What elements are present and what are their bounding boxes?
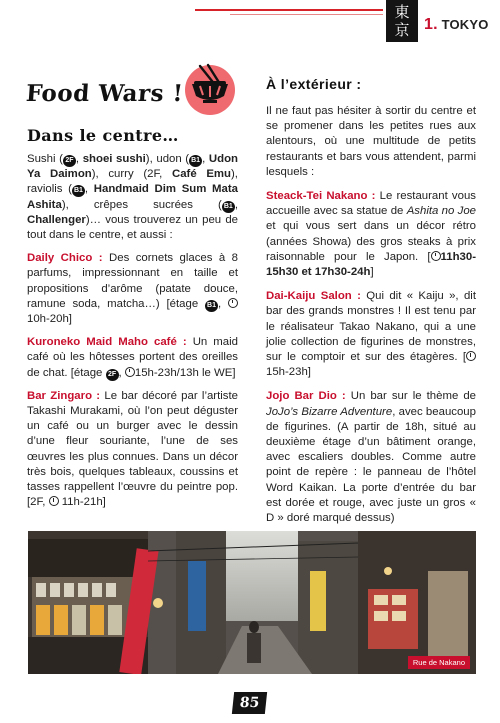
- section-name: TOKYO: [441, 17, 489, 32]
- text-run: ,: [75, 153, 83, 165]
- clock-icon: [228, 298, 238, 308]
- floor-badge: B1: [205, 300, 218, 312]
- venue-entry: [266, 189, 476, 280]
- venue-entry: [266, 389, 476, 526]
- text-run: 15h-23h/13h le WE]: [134, 366, 236, 379]
- kanji-bottom: 京: [394, 21, 410, 39]
- left-intro: [27, 152, 238, 243]
- header-rule-thin: [230, 14, 383, 15]
- floor-badge: B1: [222, 201, 235, 213]
- text-run: ,: [84, 183, 94, 196]
- clock-icon: [466, 351, 476, 361]
- photo-caption: Rue de Nakano: [408, 656, 470, 669]
- section-number: 1.: [424, 16, 438, 33]
- floor-badge: B1: [189, 155, 202, 167]
- venue-entry: [27, 389, 238, 511]
- clock-icon: [125, 367, 135, 377]
- street-photo: [28, 531, 476, 674]
- noodle-bowl-icon: [186, 62, 234, 110]
- italic-run: JoJo’s Bizarre Adventure: [266, 405, 393, 418]
- bold-run: Challenger: [27, 213, 86, 226]
- venue-name: Jojo Bar Dio :: [266, 390, 346, 403]
- clock-icon: [431, 251, 441, 261]
- text-run: Qui dit « Kaiju », dit bar des grands monstres ! Il est tenu par le réalisateur Takao Nakano, qui a une jolie collection de figurines de monstres, sur le comptoir et sur des étagères. [: [266, 290, 476, 364]
- text-run: Un maid café où les hôtesses portent des oreilles de chat. [étage: [27, 336, 238, 379]
- venue-name: Kuroneko Maid Maho café :: [27, 336, 187, 349]
- text-run: , avec beaucoup de figurines. (A partir de 18h, situé au deuxième étage d’un bâtiment orange, avec escaliers doubles. Comme autre point de repère : le panneau de l’hôtel Word Kaikan. La porte d’entrée du bar est dorée et rouge, avec juste un gros « D » doré marqué dessus): [266, 405, 476, 525]
- italic-run: Ashita no Joe: [406, 205, 477, 218]
- left-column: [27, 126, 238, 510]
- bold-run: Café Emu: [171, 168, 231, 181]
- text-run: ,: [218, 297, 228, 310]
- bold-run: Handmaid Dim Sum Mata Ashita: [27, 183, 238, 211]
- bold-run: 11h30-15h30 et 17h30-24h: [266, 250, 476, 279]
- text-run: ,: [234, 198, 238, 211]
- right-intro: Il ne faut pas hésiter à sortir du centre et se promener dans les petites rues aux alentours, où une multitude de petits restaurants et bars vous attendent, parmi lesquels :: [266, 105, 476, 178]
- floor-badge: B1: [72, 185, 85, 197]
- text-run: 11h-21h]: [58, 496, 106, 509]
- header-rule: [195, 9, 383, 11]
- floor-badge: 2F: [106, 369, 119, 381]
- text-run: 15h-23h]: [266, 366, 311, 379]
- kanji-tab: [386, 0, 418, 42]
- street-photo-illustration: [28, 531, 476, 674]
- text-run: ), udon (: [145, 153, 190, 165]
- venue-name: Dai-Kaiju Salon :: [266, 290, 361, 303]
- text-run: ), curry (2F,: [91, 168, 172, 181]
- page-title: Food Wars !: [25, 80, 185, 107]
- venue-name: Steack-Tei Nakano :: [266, 190, 376, 203]
- text-run: Le restaurant vous accueille avec sa statue de: [266, 190, 476, 218]
- text-run: ,: [202, 153, 209, 165]
- bold-run: Udon Ya Daimon: [27, 153, 238, 181]
- bold-run: shoei sushi: [82, 153, 146, 165]
- venue-name: Daily Chico :: [27, 252, 103, 265]
- clock-icon: [49, 496, 59, 506]
- page-number: 85: [232, 692, 267, 714]
- right-entries: [266, 189, 476, 526]
- floor-badge: 2F: [63, 155, 76, 167]
- text-run: ), crêpes sucrées (: [61, 198, 222, 211]
- section-label: [424, 16, 489, 34]
- text-run: ), raviolis (: [27, 168, 238, 196]
- text-run: Un bar sur le thème de: [345, 390, 476, 403]
- text-run: 10h-20h]: [27, 313, 72, 326]
- left-heading: Dans le centre…: [27, 126, 179, 145]
- text-run: ]: [370, 266, 374, 279]
- text-run: Des cornets glaces à 8 parfums, impressionnant en taille et propositions d’arôme (patate douce, ramune soda, matcha…) [étage: [27, 252, 238, 310]
- venue-name: Bar Zingaro :: [27, 389, 101, 402]
- venue-entry: [266, 289, 476, 380]
- text-run: Le bar décoré par l’artiste Takashi Murakami, où l’on peut déguster un café ou un burger avec le dessin d’une fleur souriante, l’une de ses œuvres les plus connues. Dans un décor très bois, quelques tableaux, coussins et tasses rappellent l’œuvre du peintre pop. [2F,: [27, 389, 238, 509]
- text-run: Sushi (: [27, 153, 63, 165]
- left-entries: [27, 251, 238, 510]
- venue-entry: [27, 335, 238, 381]
- kanji-top: 東: [394, 3, 410, 21]
- right-column: [266, 76, 476, 526]
- right-heading: À l’extérieur :: [266, 76, 362, 92]
- text-run: et qui vous sert dans un décor rétro (années Showa) des gros steaks à prix raisonnable pour le Japon. [: [266, 220, 476, 263]
- page-title-wrap: [26, 80, 183, 107]
- text-run: ,: [118, 366, 125, 379]
- venue-entry: [27, 251, 238, 327]
- text-run: )… vous trouverez un peu de tout dans le centre, et aussi :: [27, 213, 238, 242]
